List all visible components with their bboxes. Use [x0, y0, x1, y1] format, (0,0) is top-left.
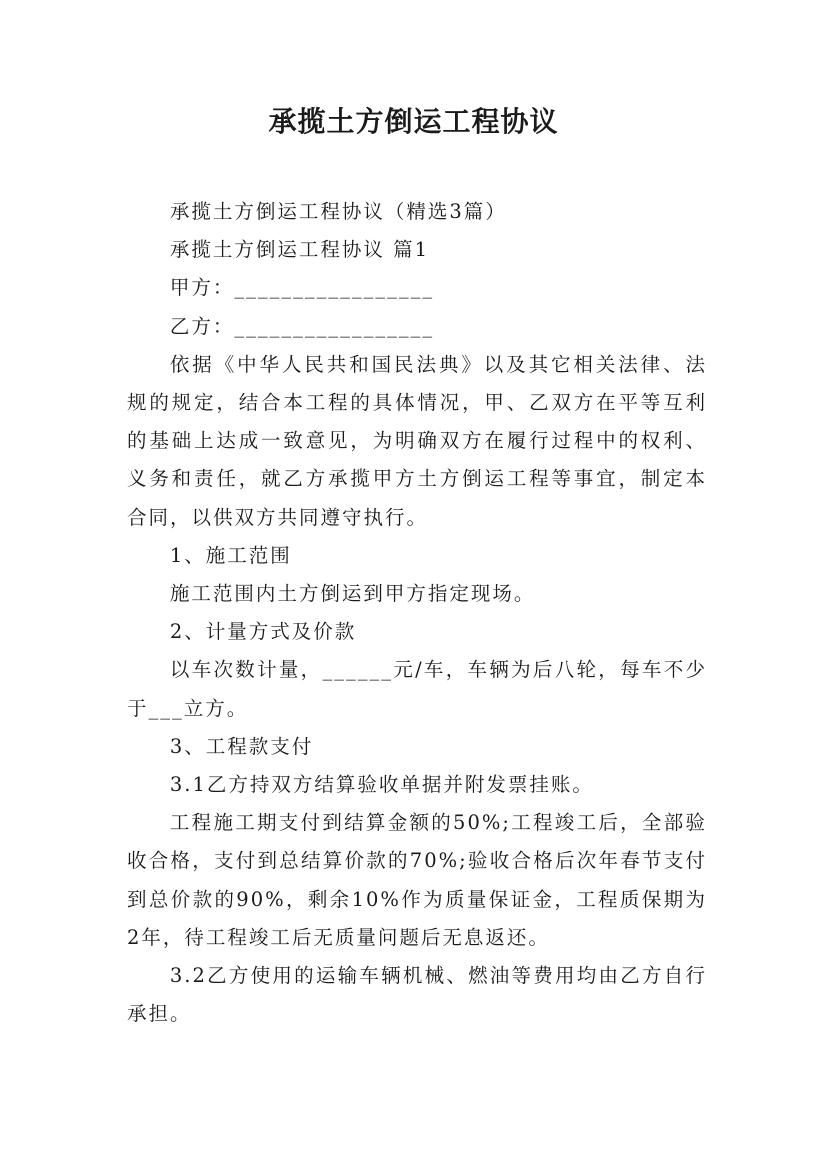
- subtitle-paragraph: 承揽土方倒运工程协议（精选3篇）: [169, 200, 507, 223]
- clause-heading-3: 3、工程款支付: [169, 734, 314, 758]
- clause-text-3-2: 3.2乙方使用的运输车辆机械、燃油等费用均由乙方自行承担。: [127, 964, 707, 1026]
- party-a-line: 甲方：_________________: [169, 276, 435, 300]
- clause-heading-2: 2、计量方式及价款: [169, 620, 357, 644]
- section-heading: 承揽土方倒运工程协议 篇1: [169, 238, 429, 262]
- clause-heading-1: 1、施工范围: [169, 543, 292, 567]
- document-body: [127, 193, 707, 1033]
- clause-text-1: 施工范围内土方倒运到甲方指定现场。: [169, 582, 536, 606]
- preamble-paragraph: 依据《中华人民共和国民法典》以及其它相关法律、法规的规定，结合本工程的具体情况，甲、乙双方在平等互利的基础上达成一致意见，为明确双方在履行过程中的权利、义务和责任，就乙方承揽甲方土方倒运工程等事宜，制定本合同，以供双方共同遵守执行。: [127, 352, 707, 529]
- party-b-line: 乙方：_________________: [169, 314, 435, 338]
- clause-text-2: 以车次数计量，______元/车，车辆为后八轮，每车不少于___立方。: [127, 658, 707, 720]
- document-title: 承揽土方倒运工程协议: [268, 105, 559, 138]
- clause-text-3-1: 3.1乙方持双方结算验收单据并附发票挂账。: [169, 773, 594, 797]
- clause-text-3-payment: 工程施工期支付到结算金额的50%;工程竣工后，全部验收合格，支付到总结算价款的70%;验收合格后次年春节支付到总价款的90%，剩余10%作为质量保证金，工程质保期为2年，待工程竣工后无质量问题后无息返还。: [127, 811, 707, 949]
